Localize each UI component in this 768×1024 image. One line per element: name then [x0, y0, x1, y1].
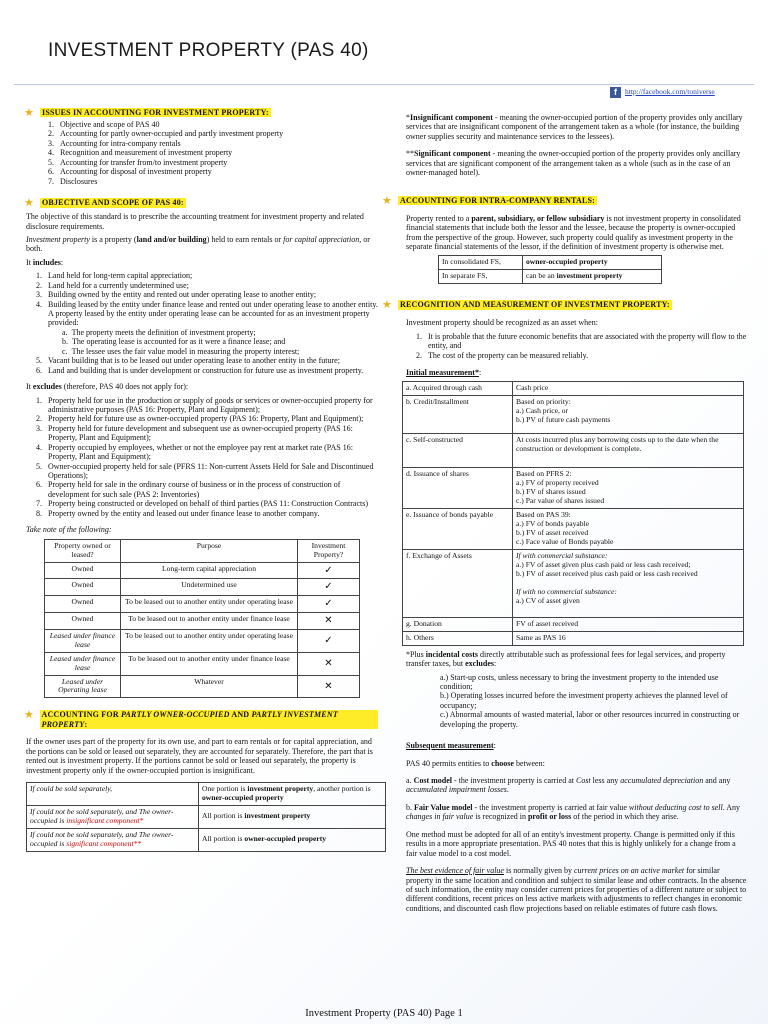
fair-value-model-text: b. Fair Value model - the investment property is carried at fair value without deducting cost to sell. Any changes in fair value is recognized in profit or loss of the period in which they arise. [406, 802, 741, 822]
table-cell: In separate FS, [439, 270, 523, 284]
list-item: 6. Accounting for disposal of investment property [48, 167, 212, 177]
table-row [403, 382, 744, 396]
table-cell: Owned [45, 562, 121, 579]
table-row [403, 468, 744, 509]
cross-icon: ✕ [298, 675, 360, 698]
table-row [403, 509, 744, 550]
separation-table [26, 782, 386, 852]
includes-lead: It includes: [26, 257, 64, 267]
list-item: 2. Accounting for partly owner-occupied and partly investment property [48, 129, 284, 139]
table-cell: At costs incurred plus any borrowing costs up to the date when the construction or development is complete. [513, 434, 744, 468]
title-rule [14, 84, 754, 85]
table-cell: If could not be sold separately, and The owner-occupied is significant component** [27, 828, 199, 851]
table-row [27, 828, 386, 851]
list-item: 2. Property held for future use as owner-occupied property (PAS 16: Property, Plant and Equipment); [36, 414, 364, 424]
table-cell: Owned [45, 596, 121, 613]
table-cell: Long-term capital appreciation [121, 562, 298, 579]
initial-measurement-table [402, 381, 744, 645]
table-cell: All portion is investment property [199, 805, 386, 828]
table-cell: To be leased out to another entity under finance lease [121, 612, 298, 629]
excludes-lead: It excludes (therefore, PAS 40 does not apply for): [26, 382, 189, 392]
list-item: 7. Disclosures [48, 176, 98, 186]
recognition-lead: Investment property should be recognized as an asset when: [406, 318, 598, 328]
list-item: 3. Property held for future development and subsequent use as owner-occupied property (PAS 16: Property, Plant and Equipment); [36, 423, 353, 443]
table-cell: Cash price [513, 382, 744, 396]
section-issues [26, 108, 378, 118]
table-cell: Owned [45, 579, 121, 596]
table-cell: c. Self-constructed [403, 434, 513, 468]
table-cell: can be an investment property [523, 270, 662, 284]
table-cell: g. Donation [403, 617, 513, 631]
measurement-body [406, 650, 748, 914]
includes-list [32, 271, 378, 375]
list-item: 4. Building leased by the entity under finance lease and rented out under operating lease to another entity. A property leased by the entity under operating lease can be accounted for as an investment property provided: [36, 299, 378, 328]
sub-item: a. The property meets the definition of investment property; [62, 327, 256, 337]
table-row [439, 256, 662, 270]
list-item: 1. It is probable that the future economic benefits that are associated with the property will flow to the entity, and [416, 331, 747, 351]
incidental-costs-note: *Plus incidental costs directly attributable such as professional fees for legal services, and property transfer taxes, but excludes: [406, 649, 726, 669]
initial-measurement-heading: Initial measurement*: [406, 368, 482, 378]
section-partly [26, 710, 378, 729]
table-cell: FV of asset received [513, 617, 744, 631]
section-heading: ACCOUNTING FOR INTRA-COMPANY RENTALS: [400, 195, 596, 205]
facebook-link[interactable] [610, 87, 715, 98]
page-title: INVESTMENT PROPERTY (PAS 40) [48, 40, 369, 61]
check-icon: ✓ [298, 579, 360, 596]
table-cell: h. Others [403, 631, 513, 645]
fair-value-evidence-text: The best evidence of fair value is normally given by current prices on an active market for similar property in the same location and condition and subject to similar lease and other contracts. In the absence of such information, the entity may consider current prices for properties of a different nature or subject to different conditions, recent prices on less active markets with adjustments to reflect changes in economic conditions, and discounted cash flow projections based on reliable estimates of future cash flows. [406, 866, 747, 913]
list-item: 3. Building owned by the entity and rented out under operating lease to another entity; [36, 290, 317, 300]
permits-text: PAS 40 permits entities to choose between: [406, 758, 545, 768]
table-cell: In consolidated FS, [439, 256, 523, 270]
left-column [26, 106, 378, 852]
table-row [403, 617, 744, 631]
star-icon: ★ [24, 107, 34, 119]
check-icon: ✓ [298, 562, 360, 579]
cost-model-text: a. Cost model - the investment property is carried at Cost less any accumulated depreciation and any accumulated impairment losses. [406, 776, 731, 795]
list-item: 4. Property occupied by employees, whether or not the employee pay rent at market rate (PAS 16: Property, Plant and Equipment); [36, 442, 353, 462]
list-item: 5. Owner-occupied property held for sale (PFRS 11: Non-current Assets Held for Sale and Discontinued Operations); [36, 461, 374, 480]
excludes-list [32, 396, 378, 519]
table-cell: f. Exchange of Assets [403, 550, 513, 618]
table-cell: Undetermined use [121, 579, 298, 596]
table-header: Property owned or leased? [45, 539, 121, 562]
list-item: b.) Operating losses incurred before the investment property achieves the planned level of occupancy; [440, 691, 728, 710]
list-item: 2. The cost of the property can be measured reliably. [416, 350, 589, 360]
section-heading: ACCOUNTING FOR PARTLY OWNER-OCCUPIED AND PARTLY INVESTMENT PROPERTY: [40, 710, 378, 729]
definition: Investment property is a property (land and/or building) held to earn rentals or for capital appreciation, or both. [26, 234, 370, 254]
table-cell: Based on PFRS 2: a.) FV of property received b.) FV of shares issued c.) Par value of shares issued [513, 468, 744, 509]
list-item: 5. Vacant building that is to be leased out under operating lease to another entity in the future; [36, 356, 340, 366]
section-heading: OBJECTIVE AND SCOPE OF PAS 40: [42, 198, 184, 208]
sub-list [60, 328, 378, 356]
section-heading: RECOGNITION AND MEASUREMENT OF INVESTMENT PROPERTY: [400, 300, 670, 310]
intra-table [438, 255, 662, 284]
list-item: 6. Property held for sale in the ordinary course of business or in the process of construction of development for such sale (PAS 2: Inventories) [36, 480, 341, 499]
list-item: c.) Abnormal amounts of wasted material, labor or other resources incurred in constructing or developing the property. [440, 710, 740, 729]
table-cell: Whatever [121, 675, 298, 698]
list-item: 1. Objective and scope of PAS 40 [48, 120, 160, 129]
table-row [27, 783, 386, 806]
section-heading: ISSUES IN ACCOUNTING FOR INVESTMENT PROPERTY: [42, 108, 269, 117]
table-cell: e. Issuance of bonds payable [403, 509, 513, 550]
section-intra [384, 196, 748, 206]
list-item: 3. Accounting for intra-company rentals [48, 138, 181, 148]
significant-note: **Significant component - meaning the owner-occupied portion of the property provides only ancillary services that are significant component of the arrangement taken as a whole (such as in the case of an owner-managed hotel). [406, 149, 741, 178]
table-cell: a. Acquired through cash [403, 382, 513, 396]
table-header: Purpose [121, 539, 298, 562]
table-cell: One portion is investment property, another portion is owner-occupied property [199, 783, 386, 806]
cross-icon: ✕ [298, 612, 360, 629]
issues-list [48, 120, 378, 186]
table-header: Investment Property? [298, 539, 360, 562]
table-cell: To be leased out to another entity under operating lease [121, 596, 298, 613]
section-recognition [384, 300, 748, 310]
table-cell: owner-occupied property [523, 256, 662, 270]
subsequent-measurement-heading: Subsequent measurement: [406, 741, 496, 751]
objective-text: The objective of this standard is to prescribe the accounting treatment for investment property and related disclosure requirements. [26, 212, 364, 231]
exclusions-list [440, 673, 748, 730]
table-cell: Leased under finance lease [45, 629, 121, 652]
table-header-row [45, 539, 360, 562]
table-row [403, 396, 744, 434]
recognition-list [412, 332, 748, 360]
sub-item: b. The operating lease is accounted for as it were a finance lease; and [62, 337, 286, 347]
table-cell: All portion is owner-occupied property [199, 828, 386, 851]
ownership-table [44, 539, 360, 699]
table-cell: If could not be sold separately, and The owner-occupied is insignificant component* [27, 805, 199, 828]
list-item: 6. Land and building that is under development or construction for future use as investment property. [36, 365, 364, 375]
table-row [403, 434, 744, 468]
page-footer: Investment Property (PAS 40) Page 1 [305, 1008, 463, 1019]
section-objective [26, 198, 378, 208]
table-cell: Leased under finance lease [45, 652, 121, 675]
table-row [45, 612, 360, 629]
check-icon: ✓ [298, 629, 360, 652]
note-text: Take note of the following: [26, 525, 112, 535]
table-cell: To be leased out to another entity under operating lease [121, 629, 298, 652]
table-row [45, 652, 360, 675]
list-item: 7. Property being constructed or developed on behalf of third parties (PAS 11: Construction Contracts) [36, 499, 369, 509]
facebook-url[interactable]: http://facebook.com/toniverse [625, 87, 715, 97]
sub-item: c. The lessee uses the fair value model in measuring the property interest; [62, 346, 300, 356]
partly-text: If the owner uses part of the property for its own use, and part to earn rentals or for capital appreciation, and the portions can be sold or leased out separately, they are accounted for separately. Therefore, the part that is rented out is investment property. If the portions cannot be sold or leased out separately, the property is investment property only if the owner-occupied portion is insignificant. [26, 737, 373, 775]
check-icon: ✓ [298, 596, 360, 613]
list-item: 1. Land held for long-term capital appreciation; [36, 271, 193, 281]
right-column [384, 113, 748, 917]
table-cell: To be leased out to another entity under finance lease [121, 652, 298, 675]
recognition-body [406, 318, 748, 377]
list-item: 1. Property held for use in the production or supply of goods or services or owner-occupied property for administrative purposes (PAS 16: Property, Plant and Equipment); [36, 395, 373, 414]
cross-icon: ✕ [298, 652, 360, 675]
table-row [45, 562, 360, 579]
star-icon: ★ [382, 194, 392, 207]
table-cell: Based on PAS 39: a.) FV of bonds payable b.) FV of asset received c.) Face value of Bonds payable [513, 509, 744, 550]
table-row [403, 631, 744, 645]
facebook-icon: f [610, 87, 621, 98]
table-row [403, 550, 744, 618]
star-icon: ★ [24, 709, 34, 722]
table-cell: Based on priority: a.) Cash price, or b.) PV of future cash payments [513, 396, 744, 434]
table-row [45, 675, 360, 698]
table-row [45, 596, 360, 613]
table-cell: d. Issuance of shares [403, 468, 513, 509]
table-row [439, 270, 662, 284]
table-cell: b. Credit/Installment [403, 396, 513, 434]
list-item: 2. Land held for a currently undetermined use; [36, 280, 189, 290]
table-row [27, 805, 386, 828]
intra-text: Property rented to a parent, subsidiary, or fellow subsidiary is not investment property in consolidated financial statements that include both the lessor and the lessee, because the property is owner-occupied from the perspective of the group. However, such property could qualify as investment property in the separate financial statements of the lessor, if the definition of investment property is otherwise met. [406, 213, 741, 251]
table-cell: Leased under Operating lease [45, 675, 121, 698]
table-cell: Owned [45, 612, 121, 629]
list-item: 5. Accounting for transfer from/to investment property [48, 157, 228, 167]
star-icon: ★ [382, 299, 392, 312]
insignificant-note: *Insignificant component - meaning the owner-occupied portion of the property provides only ancillary services that are insignificant component of the arrangement taken as a whole (for instance, the building owner supplies security and maintenance services to the lessees). [406, 113, 743, 141]
star-icon: ★ [24, 197, 34, 210]
list-item: 4. Recognition and measurement of investment property [48, 148, 233, 158]
one-method-text: One method must be adopted for all of an entity's investment property. Change is permitted only if this results in a more appropriate presentation. PAS 40 notes that this is highly unlikely for a change from a fair value model to a cost model. [406, 829, 736, 858]
list-item: 8. Property owned by the entity and leased out under finance lease to another company. [36, 508, 320, 518]
table-cell: If with commercial substance: a.) FV of asset given plus cash paid or less cash received; b.) FV of asset received plus cash paid or less cash received If with no commercial substance: a.) CV of asset given [513, 550, 744, 618]
table-row [45, 579, 360, 596]
table-row [45, 629, 360, 652]
list-item: a.) Start-up costs, unless necessary to bring the investment property to the intended use condition; [440, 672, 719, 691]
table-cell: If could be sold separately, [27, 783, 199, 806]
table-cell: Same as PAS 16 [513, 631, 744, 645]
